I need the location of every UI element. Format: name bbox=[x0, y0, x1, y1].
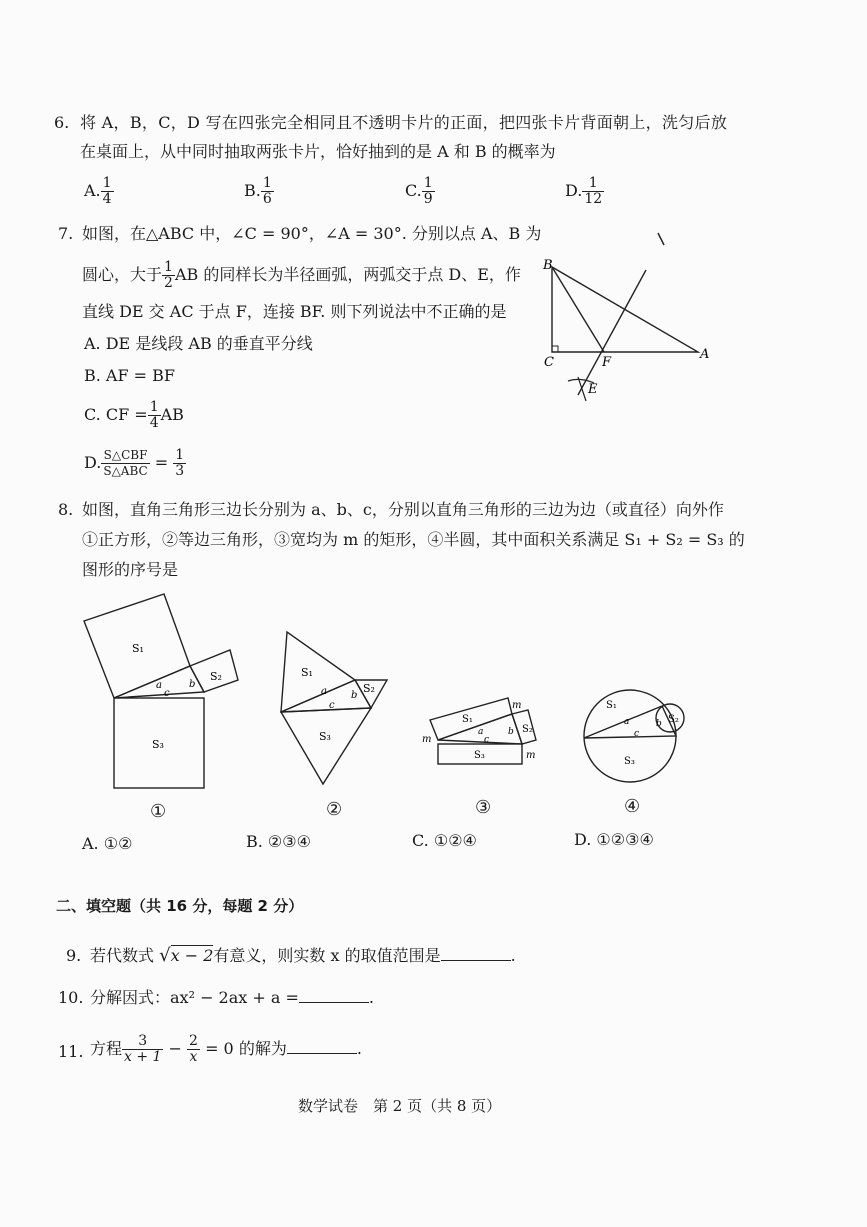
q10-answer-blank bbox=[299, 986, 369, 1003]
label-s1: S₁ bbox=[301, 666, 313, 679]
q7-option-a: A. DE 是线段 AB 的垂直平分线 bbox=[84, 334, 313, 353]
label-s3: S₃ bbox=[319, 730, 331, 743]
label-m-1: m bbox=[422, 734, 432, 745]
q10-body: 分解因式：ax² − 2ax + a = . bbox=[90, 988, 375, 1007]
q8-figure-circles bbox=[578, 680, 698, 790]
q7-option-d: D. $\frac{\text{S△CBF}}{\text{S△ABC}}$ = $\frac{1}{3}$ bbox=[84, 447, 185, 479]
q8-line2: ①正方形，②等边三角形，③宽均为 m 的矩形，④半圆，其中面积关系满足 S₁ + S₂ = S₃ 的 bbox=[82, 530, 745, 549]
label-m-2: m bbox=[512, 700, 522, 711]
label-c: c bbox=[634, 729, 640, 739]
label-a: a bbox=[478, 727, 484, 737]
section-title: 二、填空题（共 16 分，每题 2 分） bbox=[56, 897, 304, 915]
q8-figure-rectangles bbox=[420, 692, 550, 774]
q6-option-d: D. $\frac{1}{12}$ bbox=[565, 175, 603, 207]
q8-caption-2: ② bbox=[326, 799, 343, 820]
q6-line1: 将 A，B，C，D 写在四张完全相同且不透明卡片的正面，把四张卡片背面朝上，洗匀后放 bbox=[80, 113, 728, 132]
label-s3: S₃ bbox=[474, 750, 485, 761]
label-b: B bbox=[543, 258, 553, 273]
q7-number: 7. bbox=[58, 224, 74, 243]
q7-option-c: C. CF = $\frac{1}{4}$ AB bbox=[84, 399, 184, 431]
label-c: c bbox=[484, 735, 490, 745]
label-e: E bbox=[588, 382, 598, 397]
sqrt-symbol: √ bbox=[159, 945, 171, 966]
label-b: b bbox=[351, 690, 358, 701]
q8-number: 8. bbox=[58, 500, 74, 519]
q7-line1: 如图，在△ABC 中，∠C = 90°，∠A = 30°. 分别以点 A、B 为 bbox=[82, 224, 542, 243]
q8-option-c: C. ①②④ bbox=[412, 831, 477, 850]
q9-body: 若代数式 √x − 2有意义，则实数 x 的取值范围是 . bbox=[90, 945, 516, 966]
q7-option-b: B. AF = BF bbox=[84, 366, 176, 385]
q11-answer-blank bbox=[287, 1037, 357, 1054]
label-s3: S₃ bbox=[624, 756, 635, 767]
label-s1: S₁ bbox=[606, 700, 617, 711]
q7-mark bbox=[658, 233, 664, 245]
label-c: C bbox=[544, 355, 554, 370]
q8-figure-squares bbox=[78, 588, 248, 796]
label-a: a bbox=[156, 680, 162, 691]
label-m-3: m bbox=[526, 750, 536, 761]
q9-number: 9. bbox=[66, 946, 82, 965]
q6-option-b: B. $\frac{1}{6}$ bbox=[244, 175, 272, 207]
right-angle-mark bbox=[552, 346, 558, 352]
q10-number: 10. bbox=[58, 988, 84, 1007]
label-b: b bbox=[508, 727, 514, 737]
label-s2: S₂ bbox=[210, 670, 222, 683]
q7-line2: 圆心，大于 $\frac{1}{2}$ AB 的同样长为半径画弧，两弧交于点 D、E，作 bbox=[82, 259, 521, 291]
q11-body: 方程 $\frac{3}{x + 1}$ − $\frac{2}{x}$ = 0 的解为 . bbox=[90, 1033, 362, 1065]
label-s2: S₂ bbox=[668, 714, 679, 725]
q8-caption-3: ③ bbox=[475, 797, 492, 818]
label-s3: S₃ bbox=[152, 738, 164, 751]
label-s2: S₂ bbox=[522, 724, 533, 735]
q8-line1: 如图，直角三角形三边长分别为 a、b、c，分别以直角三角形的三边为边（或直径）向外作 bbox=[82, 500, 724, 519]
label-s2: S₂ bbox=[363, 682, 375, 695]
q8-caption-1: ① bbox=[150, 801, 167, 822]
q8-caption-4: ④ bbox=[624, 796, 641, 817]
q9-answer-blank bbox=[441, 944, 511, 961]
segment-bf bbox=[552, 267, 604, 352]
triangle-s1 bbox=[281, 632, 358, 712]
q6-number: 6. bbox=[54, 113, 70, 132]
q7-line3: 直线 DE 交 AC 于点 F，连接 BF. 则下列说法中不正确的是 bbox=[82, 302, 507, 321]
label-s1: S₁ bbox=[132, 642, 144, 655]
q8-option-b: B. ②③④ bbox=[246, 832, 311, 851]
label-c: c bbox=[329, 700, 335, 711]
label-s1: S₁ bbox=[462, 714, 473, 725]
q8-option-d: D. ①②③④ bbox=[574, 830, 654, 849]
label-b: b bbox=[656, 719, 662, 729]
q11-number: 11. bbox=[58, 1042, 84, 1061]
q9-radicand: x − 2 bbox=[170, 946, 214, 965]
label-f: F bbox=[602, 355, 612, 370]
label-c: c bbox=[164, 688, 170, 699]
q6-option-c: C. $\frac{1}{9}$ bbox=[405, 175, 433, 207]
q8-option-a: A. ①② bbox=[82, 834, 133, 853]
q6-line2: 在桌面上，从中同时抽取两张卡片，恰好抽到的是 A 和 B 的概率为 bbox=[80, 142, 556, 161]
triangle-abc bbox=[584, 706, 676, 738]
page-footer: 数学试卷 第 2 页（共 8 页） bbox=[298, 1097, 502, 1115]
q8-line3: 图形的序号是 bbox=[82, 560, 179, 579]
label-b: b bbox=[189, 679, 196, 690]
q6-option-a: A. $\frac{1}{4}$ bbox=[84, 175, 112, 207]
triangle-s3 bbox=[281, 708, 371, 784]
label-a: a bbox=[321, 686, 327, 697]
q7-triangle-figure bbox=[530, 225, 730, 410]
label-a: A bbox=[700, 347, 710, 362]
q8-figure-triangles bbox=[275, 626, 395, 790]
label-a: a bbox=[624, 717, 630, 727]
